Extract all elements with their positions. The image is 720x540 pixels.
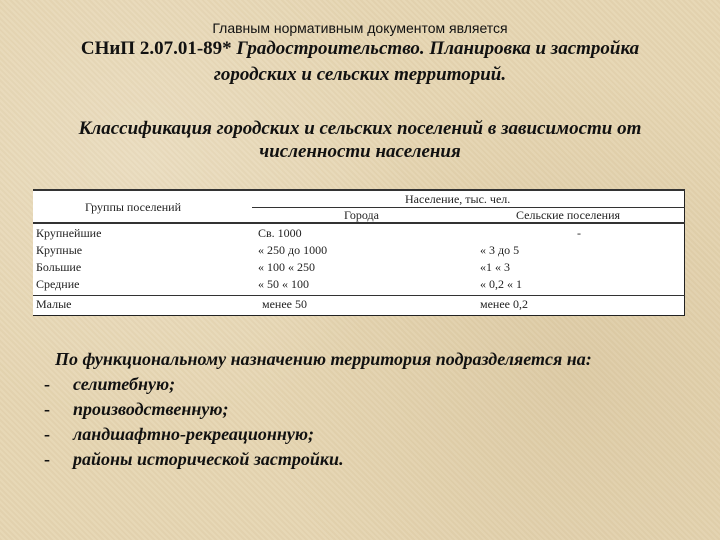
table-cell-rural: - (577, 226, 581, 240)
table-cell-rural: « 3 до 5 (480, 243, 520, 257)
list-item-text: селитебную; (73, 374, 176, 394)
classification-heading-line-1: Классификация городских и сельских поселений в зависимости от (78, 118, 642, 139)
table-cell-cities: « 100 « 250 (258, 260, 315, 274)
table-cell-cities: « 50 « 100 (258, 277, 309, 291)
document-title-line-1 (0, 38, 720, 60)
list-dash: - (44, 399, 50, 419)
list-dash: - (44, 424, 50, 444)
document-title-line-2: городских и сельских территорий. (213, 64, 507, 85)
header-cities: Города (344, 208, 379, 222)
table-cell-rural: менее 0,2 (480, 297, 528, 311)
table-cell-group: Крупные (36, 243, 83, 257)
table-cell-group: Большие (36, 260, 82, 274)
table-top-border (33, 189, 685, 191)
table-header-divider (252, 207, 685, 208)
table-header-bottom-border (33, 222, 685, 224)
table-cell-group: Крупнейшие (36, 226, 102, 240)
header-groups: Группы поселений (85, 200, 182, 214)
classification-heading-line-2: численности населения (259, 141, 461, 162)
table-last-row-divider (33, 295, 685, 296)
table-cell-group: Средние (36, 277, 80, 291)
table-cell-cities: « 250 до 1000 (258, 243, 328, 257)
header-rural: Сельские поселения (516, 208, 621, 222)
header-population: Население, тыс. чел. (405, 192, 511, 206)
list-item-text: производственную; (73, 399, 229, 419)
list-item (44, 449, 344, 470)
table-cell-cities: менее 50 (262, 297, 307, 311)
table-cell-group: Малые (36, 297, 72, 311)
functional-heading: По функциональному назначению территория подразделяется на: (55, 349, 592, 369)
table-cell-rural: « 0,2 « 1 (480, 277, 522, 291)
list-item-text: районы исторической застройки. (73, 449, 344, 469)
list-dash: - (44, 449, 50, 469)
settlement-classification-table (33, 189, 685, 316)
list-item (44, 424, 314, 445)
list-item-text: ландшафтно-рекреационную; (73, 424, 315, 444)
intro-line: Главным нормативным документом является (212, 20, 508, 36)
list-item (44, 374, 175, 395)
table-cell-rural: «1 « 3 (480, 260, 510, 274)
document-code: СНиП 2.07.01-89* (80, 38, 232, 59)
list-dash: - (44, 374, 50, 394)
table-cell-cities: Св. 1000 (258, 226, 302, 240)
list-item (44, 399, 228, 420)
document-title-part-1: Градостроительство. Планировка и застройка (236, 38, 640, 59)
